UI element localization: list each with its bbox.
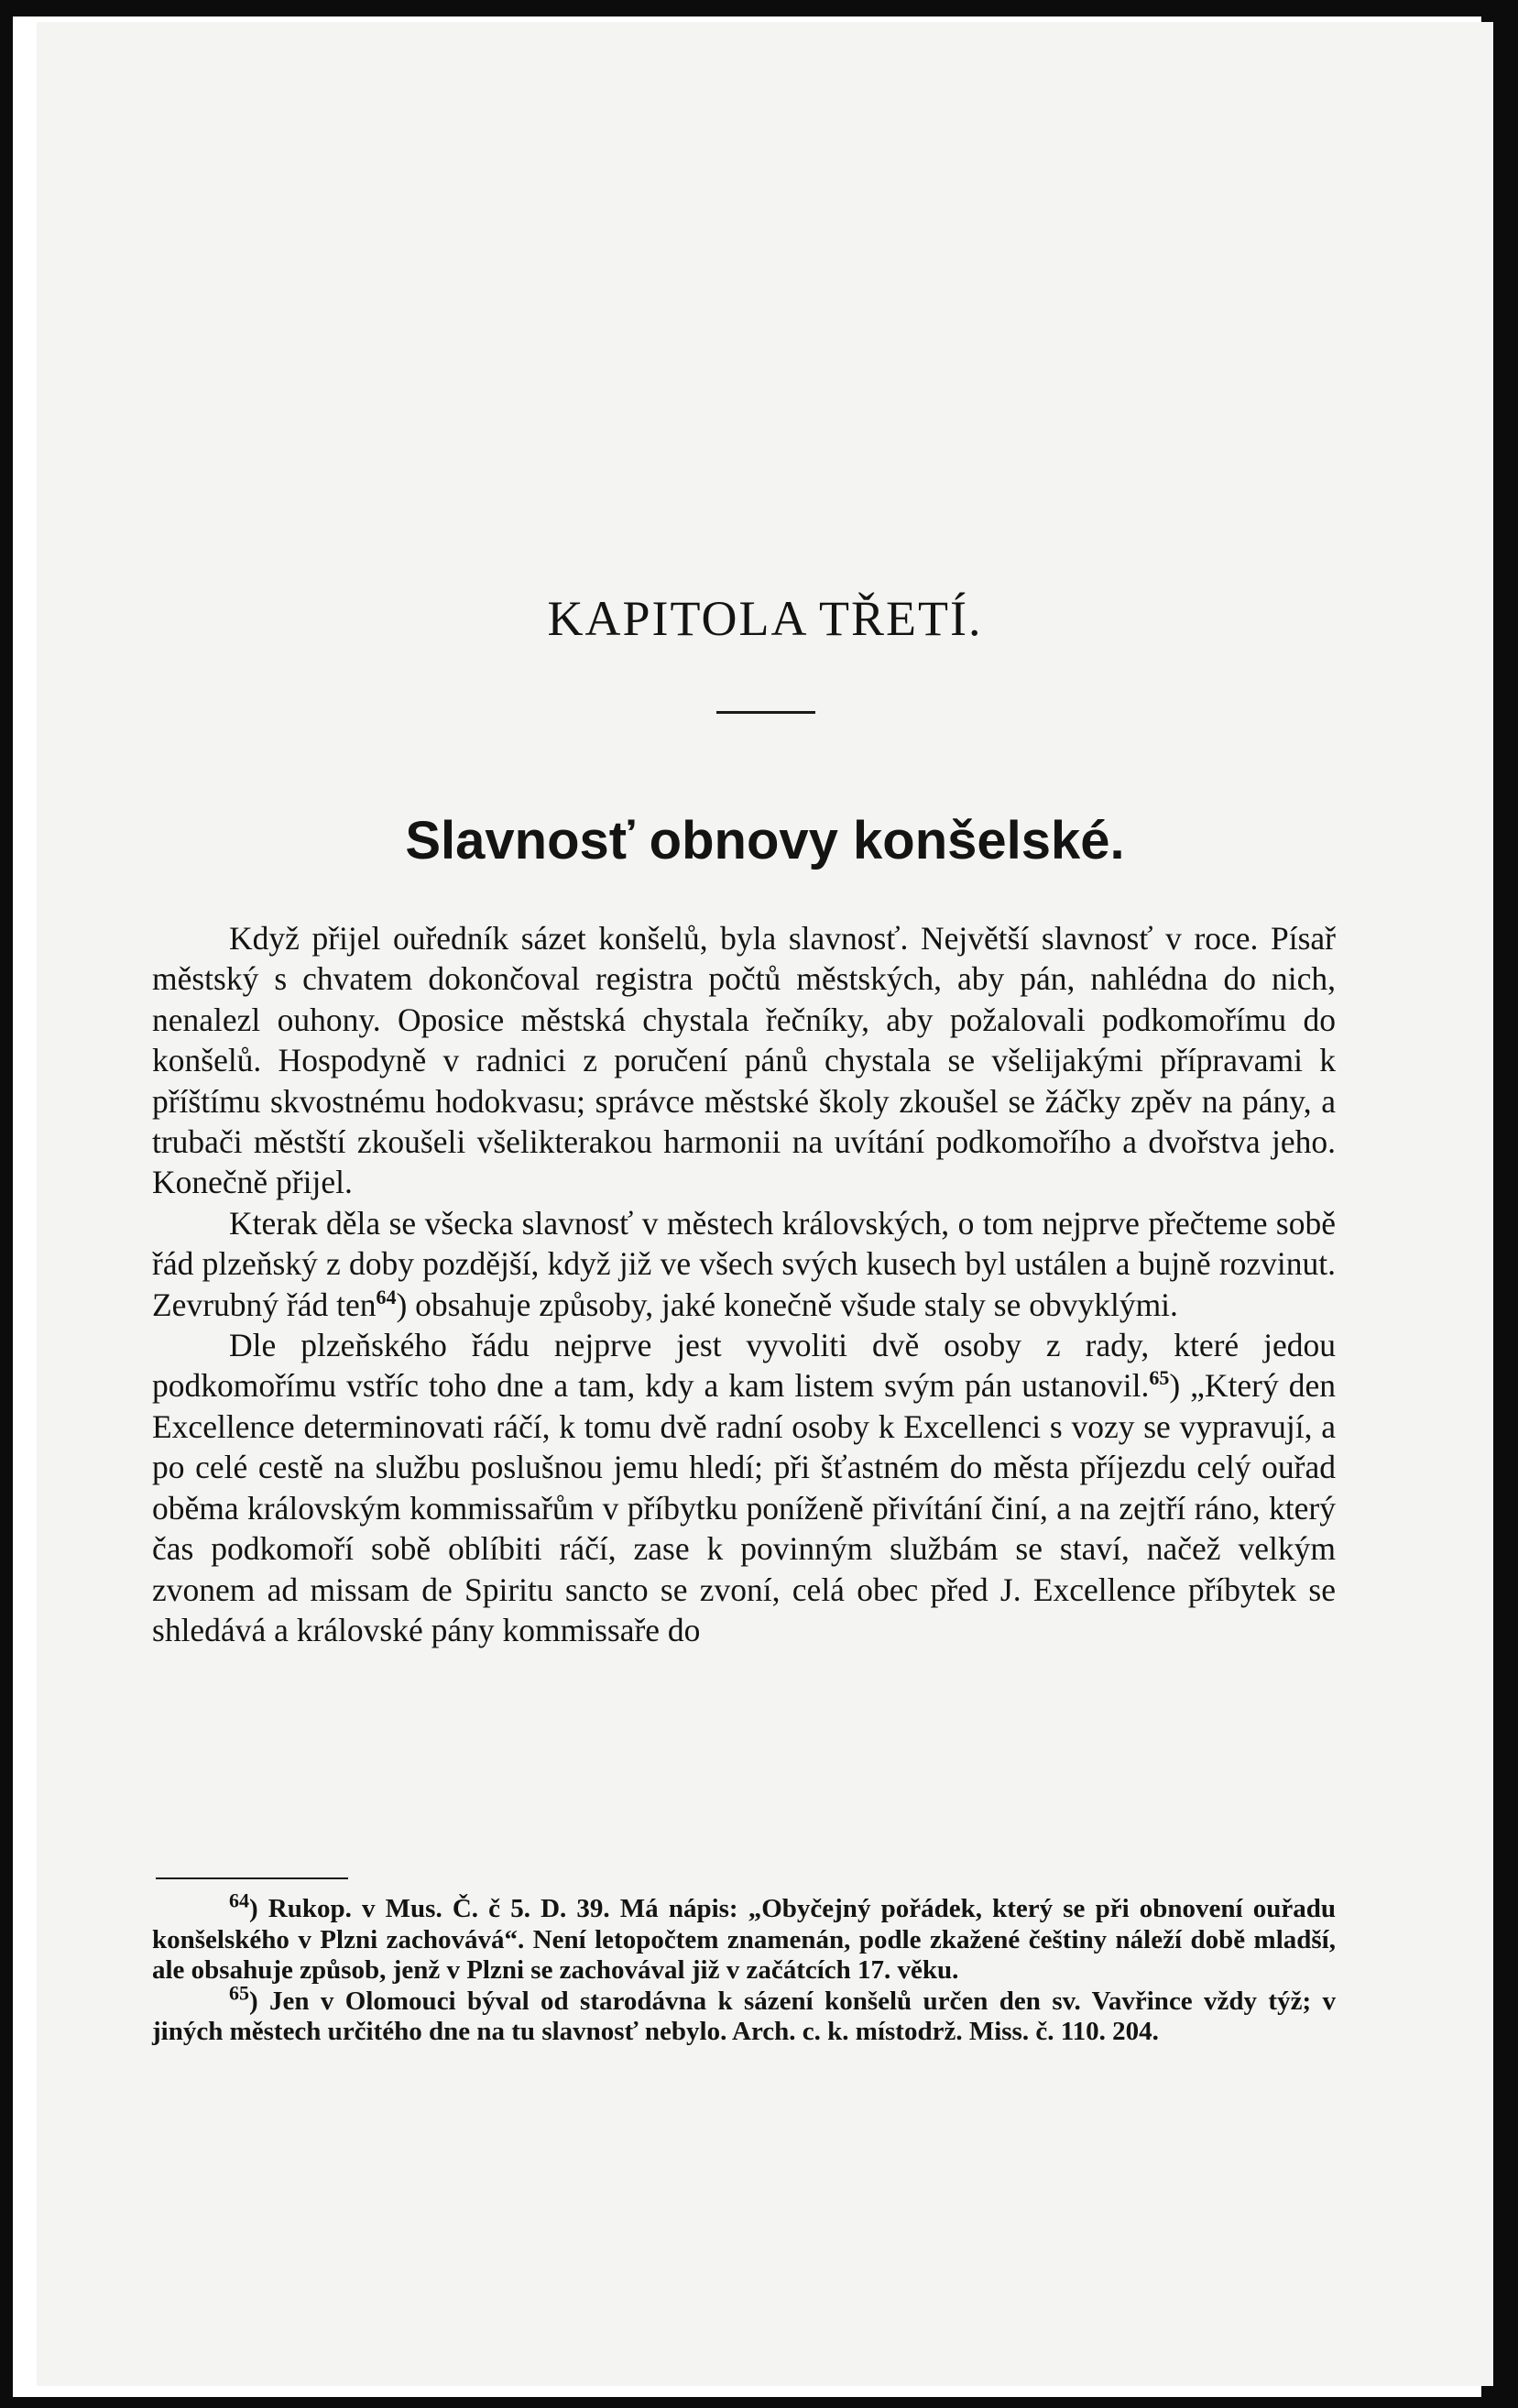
scan-border-top bbox=[0, 0, 1518, 16]
paragraph-1: Když přijel ouředník sázet konšelů, byla slavnosť. Největší slavnosť v roce. Písař městský s chvatem dokončoval registra počtů městských, aby pán, nahlédna do nich, nenalezl ouhony. Oposice městská chystala řečníky, aby požalovali podkomořímu do konšelů. Hospodyně v radnici z poručení pánů chystala se všelijakými přípravami k příštímu skvostnému hodokvasu; správce městské školy zkoušel se žáčky zpěv na pány, a trubači městští zkoušeli všelikterakou harmonii na uvítání podkomořího a dvořstva jeho. Konečně přijel. bbox=[152, 920, 1336, 1201]
footnote-65 bbox=[152, 1980, 1336, 2048]
footnote-ref-65: 65 bbox=[1149, 1366, 1170, 1390]
footnote-divider bbox=[156, 1877, 348, 1879]
footnote-64 bbox=[152, 1888, 1336, 1987]
footnote-ref-64: 64 bbox=[376, 1285, 397, 1308]
footnote-64-text: ) Rukop. v Mus. Č. č 5. D. 39. Má nápis: „Obyčejný pořádek, který se při obnovení ouřadu konšelského v Plzni zachovává“. Není letopočtem znamenán, podle zkažené češtiny náleží době mladší, ale obsahuje způsob, jenž v Plzni se zachovával již v začátcích 17. věku. bbox=[152, 1894, 1336, 1985]
paragraph-3-tail: ) „Který den Excellence determinovati ráčí, k tomu dvě radní osoby k Excellenci s vozy se vypravují, a po celé cestě na službu poslušnou jemu hledí; při šťastném do města příjezdu celý ouřad oběma královským kommissařům v příbytku poníženě přivítání činí, a na zejtří ráno, který čas podkomoří sobě oblíbiti ráčí, zase k povinným službám se staví, načež velkým zvonem ad missam de Spiritu sancto se zvoní, celá obec před J. Excellence příbytek se shledává a královské pány kommissaře do bbox=[152, 1367, 1336, 1648]
footnote-65-text: ) Jen v Olomouci býval od starodávna k sázení konšelů určen den sv. Vavřince vždy týž; v jiných městech určitého dne na tu slavnosť nebylo. Arch. c. k. místodrž. Miss. č. 110. 204. bbox=[152, 1986, 1336, 2046]
body-text bbox=[152, 918, 1336, 1650]
heading-divider bbox=[716, 711, 815, 714]
scan-border-bottom bbox=[0, 2397, 1518, 2408]
scan-border-left bbox=[0, 0, 13, 2408]
paragraph-3 bbox=[152, 1325, 1336, 1650]
paragraph-2 bbox=[152, 1203, 1336, 1325]
footnotes bbox=[152, 1888, 1336, 2048]
footnote-mark-64: 64 bbox=[229, 1888, 249, 1912]
chapter-title: Slavnosť obnovy konšelské. bbox=[405, 811, 1125, 870]
chapter-heading: KAPITOLA TŘETÍ. bbox=[547, 591, 983, 646]
footnote-mark-65: 65 bbox=[229, 1980, 249, 2004]
paragraph-2-tail: ) obsahuje způsoby, jaké konečně všude staly se obvyklými. bbox=[396, 1286, 1178, 1323]
book-page bbox=[37, 22, 1493, 2386]
paragraph-3-text: Dle plzeňského řádu nejprve jest vyvoliti dvě osoby z rady, které jedou podkomořímu vstříc toho dne a tam, kdy a kam listem svým pán ustanovil. bbox=[152, 1327, 1336, 1405]
paragraph-2-text: Kterak děla se všecka slavnosť v městech královských, o tom nejprve přečteme sobě řád plzeňský z doby pozdější, když již ve všech svých kusech byl ustálen a bujně rozvinut. Zevrubný řád ten bbox=[152, 1204, 1336, 1323]
